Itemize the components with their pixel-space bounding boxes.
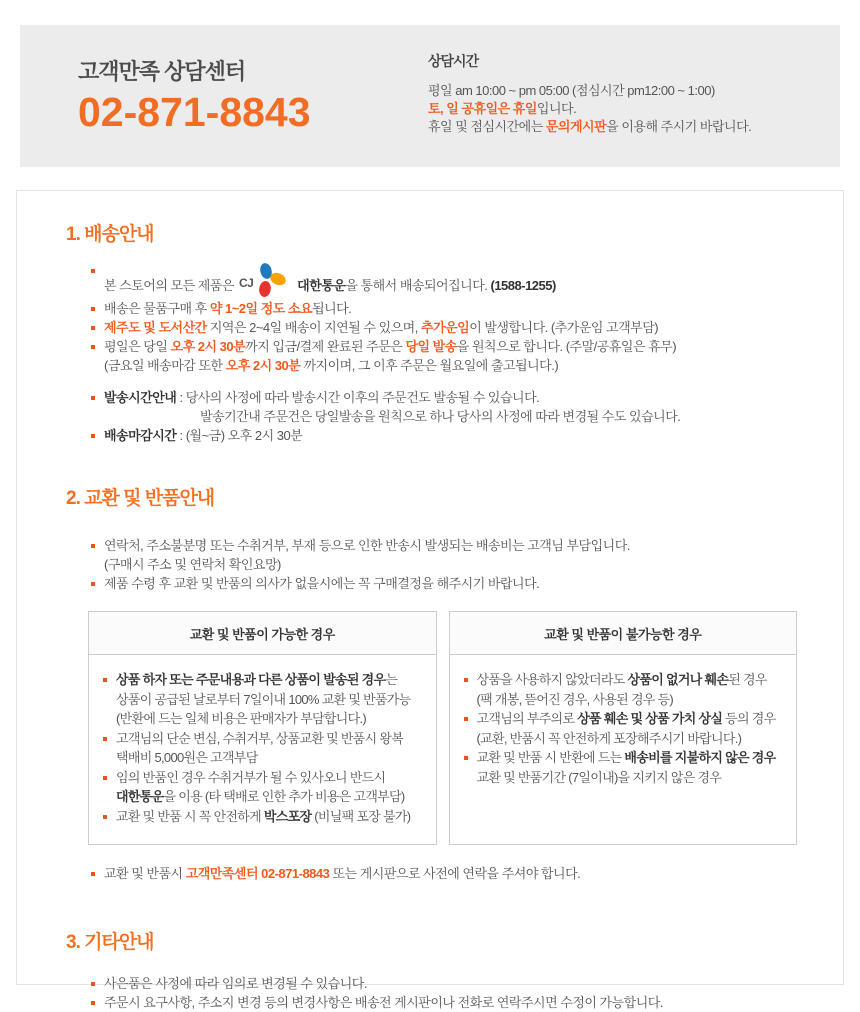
text-segment: (비닐팩 포장 불가) bbox=[311, 808, 411, 824]
bullet-item bbox=[90, 261, 813, 299]
info-panel bbox=[16, 190, 844, 1010]
hours-board-pre: 휴일 및 점심시간에는 bbox=[428, 119, 546, 134]
text-segment: 상품을 사용하지 않았더라도 bbox=[476, 672, 628, 687]
text-segment: 상품이 없거나 훼손 bbox=[627, 672, 729, 687]
section-returns-title: 2. 교환 및 반품안내 bbox=[66, 488, 215, 509]
return-condition-boxes bbox=[88, 611, 797, 845]
text-segment: 발송기간내 주문건은 당일발송을 원칙으로 하나 당사의 사정에 따라 변경될 수도 있습니다. bbox=[200, 409, 681, 424]
etc-list bbox=[90, 974, 813, 1012]
bullet-item bbox=[90, 337, 813, 356]
text-segment: 교환 및 반품시 bbox=[104, 866, 186, 881]
text-segment: 교환 및 반품 시 반환에 드는 bbox=[476, 750, 625, 765]
box-return-impossible-title: 교환 및 반품이 불가능한 경우 bbox=[450, 612, 797, 655]
text-segment: 고객님의 단순 변심, 수취거부, 상품교환 및 반품시 왕복 bbox=[116, 730, 404, 746]
text-segment: 지역은 2~4일 배송이 지연될 수 있으며, bbox=[206, 320, 421, 335]
text-segment: 대한통운 bbox=[297, 278, 346, 293]
text-segment: : (월~금) 오후 2시 30분 bbox=[176, 428, 303, 443]
text-segment: 발송시간안내 bbox=[104, 390, 177, 405]
bullet-continuation bbox=[90, 555, 813, 574]
hours-holiday-rest: 입니다. bbox=[536, 101, 577, 116]
bullet-continuation bbox=[102, 690, 424, 710]
text-segment: 연락처, 주소불분명 또는 수취거부, 부재 등으로 인한 반송시 발생되는 배송비는 고객님 부담입니다. bbox=[104, 538, 630, 553]
section-etc-title: 3. 기타안내 bbox=[66, 932, 154, 953]
bullet-item bbox=[90, 426, 813, 445]
text-segment: 주문시 요구사항, 주소지 변경 등의 변경사항은 배송전 게시판이나 전화로 연락주시면 수정이 가능합니다. bbox=[104, 995, 663, 1010]
returns-notice-list bbox=[90, 864, 813, 883]
cj-logo-red-petal bbox=[258, 280, 272, 297]
hours-weekday-line bbox=[428, 82, 751, 100]
bullet-item bbox=[90, 299, 813, 318]
text-segment: (팩 개봉, 뜯어진 경우, 사용된 경우 등) bbox=[476, 691, 674, 707]
text-segment: 상품 훼손 및 상품 가치 상실 bbox=[577, 711, 723, 726]
text-segment: 또는 게시판으로 사전에 연락을 주셔야 합니다. bbox=[329, 866, 581, 881]
bullet-continuation bbox=[463, 768, 785, 788]
box-return-possible-body bbox=[89, 655, 436, 844]
bullet-item bbox=[90, 318, 813, 337]
consult-hours bbox=[428, 51, 751, 136]
cj-logistics-logo bbox=[237, 278, 294, 293]
bullet-item bbox=[102, 729, 424, 749]
bullet-item bbox=[90, 388, 813, 407]
inquiry-board-link[interactable]: 문의게시판 bbox=[545, 119, 607, 134]
bullet-continuation bbox=[102, 787, 424, 807]
box-return-impossible-body bbox=[450, 655, 797, 805]
bullet-item bbox=[90, 536, 813, 555]
bullet-item bbox=[102, 807, 424, 827]
customer-center-left bbox=[78, 55, 311, 136]
text-segment: (교환, 반품시 꼭 안전하게 포장해주시기 바랍니다.) bbox=[476, 730, 742, 746]
text-segment: 고객님의 부주의로 bbox=[476, 711, 578, 726]
text-segment: 등의 경우 bbox=[722, 711, 776, 726]
text-segment: 을 통해서 배송되어집니다. bbox=[345, 278, 491, 293]
consult-hours-title: 상담시간 bbox=[428, 53, 479, 69]
bullet-continuation bbox=[102, 748, 424, 768]
returns-list bbox=[90, 536, 813, 593]
text-segment: 는 bbox=[385, 672, 398, 687]
text-segment: 을 이용 (타 택배로 인한 추가 비용은 고객부담) bbox=[163, 789, 405, 804]
text-segment: 약 1~2일 정도 소요 bbox=[209, 301, 313, 316]
text-segment: 교환 및 반품기간 (7일이내)을 지키지 않은 경우 bbox=[476, 769, 722, 785]
text-segment: 까지이며, 그 이후 주문은 월요일에 출고됩니다.) bbox=[300, 358, 559, 373]
text-segment: 제품 수령 후 교환 및 반품의 의사가 없을시에는 꼭 구매결정을 해주시기 바랍니다. bbox=[104, 576, 540, 591]
text-segment: : 당사의 사정에 따라 발송시간 이후의 주문건도 발송될 수 있습니다. bbox=[176, 390, 540, 405]
bullet-item bbox=[102, 670, 424, 690]
bullet-item bbox=[90, 974, 813, 993]
hours-holiday-line bbox=[428, 100, 751, 118]
hours-board-line bbox=[428, 118, 751, 136]
text-segment: (구매시 주소 및 연락처 확인요망) bbox=[104, 557, 281, 572]
shipping-list bbox=[90, 261, 813, 445]
cj-logo-text: CJ bbox=[239, 276, 254, 290]
box-return-possible-title: 교환 및 반품이 가능한 경우 bbox=[89, 612, 436, 655]
bullet-item bbox=[90, 993, 813, 1012]
text-segment: (1588-1255) bbox=[490, 278, 556, 293]
bullet-continuation bbox=[463, 729, 785, 749]
box-return-possible bbox=[88, 611, 437, 845]
text-segment: 배송은 물품구매 후 bbox=[104, 301, 210, 316]
bullet-continuation bbox=[463, 690, 785, 710]
box-return-impossible bbox=[449, 611, 798, 845]
text-segment: 본 스토어의 모든 제품은 bbox=[104, 278, 238, 293]
text-segment: 됩니다. bbox=[312, 301, 352, 316]
text-segment: 택배비 5,000원은 고객부담 bbox=[116, 750, 258, 765]
text-segment: 교환 및 반품 시 꼭 안전하게 bbox=[116, 808, 264, 824]
bullet-item bbox=[102, 768, 424, 788]
text-segment: 이 발생합니다. (추가운임 고객부담) bbox=[469, 320, 659, 335]
bullet-item bbox=[463, 748, 785, 768]
bullet-continuation bbox=[90, 407, 813, 426]
text-segment: 고객만족센터 02-871-8843 bbox=[185, 866, 330, 881]
customer-center-header bbox=[20, 25, 840, 167]
customer-center-title: 고객만족 상담센터 bbox=[78, 59, 246, 84]
section-shipping-title: 1. 배송안내 bbox=[66, 224, 154, 245]
text-segment: 상품이 공급된 날로부터 7일이내 100% 교환 및 반품가능 bbox=[116, 691, 411, 707]
bullet-item bbox=[90, 574, 813, 593]
bullet-item bbox=[463, 709, 785, 729]
bullet-item bbox=[90, 864, 813, 883]
text-segment: 오후 2시 30분 bbox=[225, 358, 301, 373]
text-segment: (반환에 드는 일체 비용은 판매자가 부담합니다.) bbox=[116, 711, 367, 726]
text-segment: 추가운임 bbox=[420, 320, 470, 335]
text-segment: (금요일 배송마감 또한 bbox=[104, 358, 226, 373]
text-segment: 배송마감시간 bbox=[104, 428, 177, 443]
consult-hours-lines bbox=[428, 82, 751, 136]
text-segment: 을 원칙으로 합니다. (주말/공휴일은 휴무) bbox=[456, 339, 677, 354]
bullet-item bbox=[463, 670, 785, 690]
text-segment: 대한통운 bbox=[116, 789, 164, 804]
text-segment: 임의 반품인 경우 수취거부가 될 수 있사오니 반드시 bbox=[116, 769, 386, 785]
text-segment: 박스포장 bbox=[263, 808, 312, 824]
bullet-continuation bbox=[102, 709, 424, 729]
text-segment: 당일 발송 bbox=[405, 339, 457, 354]
text-segment: 사은품은 사정에 따라 임의로 변경될 수 있습니다. bbox=[104, 976, 367, 991]
bullet-continuation bbox=[90, 356, 813, 375]
text-segment: 까지 입금/결제 완료된 주문은 bbox=[245, 339, 406, 354]
text-segment: 상품 하자 또는 주문내용과 다른 상품이 발송된 경우 bbox=[116, 672, 386, 687]
text-segment: 오후 2시 30분 bbox=[170, 339, 246, 354]
hours-weekday-text: 평일 am 10:00 ~ pm 05:00 (점심시간 pm12:00 ~ 1:00) bbox=[428, 83, 715, 98]
hours-holiday-emphasis: 토, 일 공휴일은 휴일 bbox=[428, 101, 537, 116]
text-segment: 제주도 및 도서산간 bbox=[104, 320, 207, 335]
hours-board-post: 을 이용해 주시기 바랍니다. bbox=[606, 119, 752, 134]
text-segment: 평일은 당일 bbox=[104, 339, 171, 354]
phone-number: 02-871-8843 bbox=[78, 89, 311, 135]
cj-logo-graphic bbox=[239, 261, 291, 299]
text-segment: 배송비를 지불하지 않은 경우 bbox=[624, 750, 776, 765]
text-segment: 된 경우 bbox=[728, 672, 767, 687]
